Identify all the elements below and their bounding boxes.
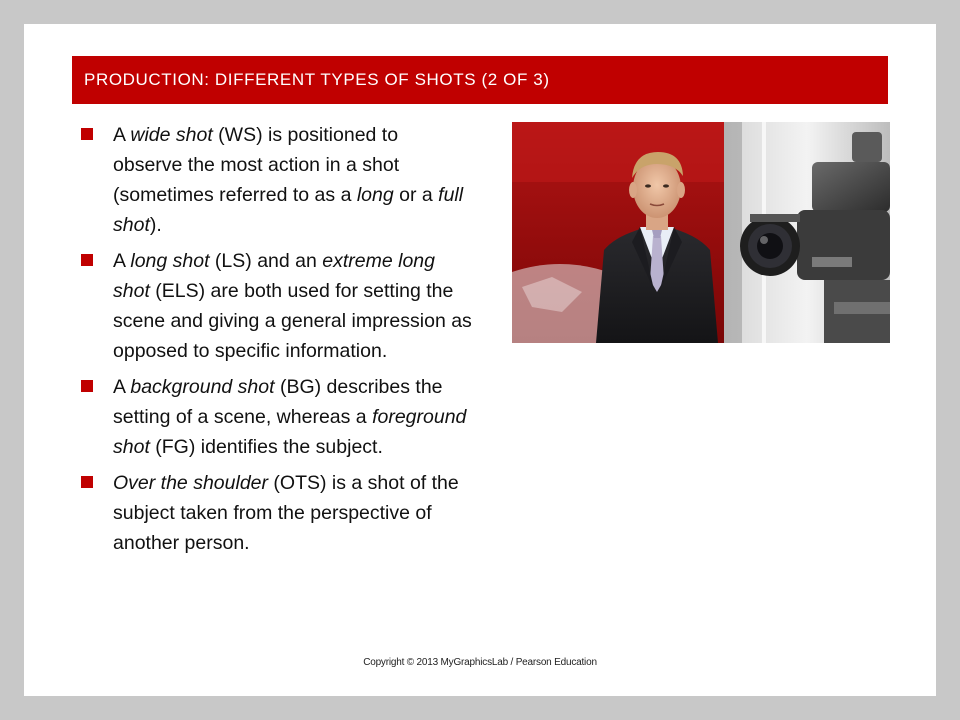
text-segment: (ELS) are both used for setting the scene and giving a general impression as opposed to specific information. — [113, 280, 472, 362]
italic-term: Over the shoulder — [113, 472, 269, 494]
square-bullet-icon — [81, 254, 93, 266]
text-segment: A — [113, 376, 131, 398]
text-segment: (FG) identifies the subject. — [149, 436, 383, 458]
bullet-text — [113, 124, 463, 236]
square-bullet-icon — [81, 476, 93, 488]
italic-term: extreme long shot — [113, 250, 435, 302]
bullet-text — [113, 250, 472, 362]
italic-term: full shot — [113, 184, 464, 236]
news-anchor-photo — [512, 122, 890, 343]
text-segment: or a — [393, 184, 439, 206]
text-segment: (LS) and an — [209, 250, 323, 272]
text-segment: (BG) describes the setting of a scene, whereas a — [113, 376, 443, 428]
italic-term: background shot — [130, 376, 275, 398]
bullet-text — [113, 376, 466, 458]
text-segment: A — [113, 124, 131, 146]
italic-term: wide shot — [130, 124, 213, 146]
bullet-text — [113, 472, 459, 554]
bullet-item — [80, 468, 472, 558]
bullet-item — [80, 372, 472, 462]
copyright-notice: Copyright © 2013 MyGraphicsLab / Pearson Education — [363, 657, 597, 668]
italic-term: long — [356, 184, 394, 206]
square-bullet-icon — [81, 380, 93, 392]
italic-term: long shot — [130, 250, 210, 272]
bullet-item — [80, 120, 472, 240]
slide — [24, 24, 936, 696]
bullet-list — [80, 120, 472, 564]
text-segment: (WS) is positioned to observe the most action in a shot (sometimes referred to as a — [113, 124, 400, 206]
italic-term: foreground shot — [113, 406, 467, 458]
bullet-item — [80, 246, 472, 366]
text-segment: A — [113, 250, 131, 272]
title-bar — [72, 56, 888, 104]
text-segment: ). — [149, 214, 162, 236]
text-segment: (OTS) is a shot of the subject taken from the perspective of another person. — [113, 472, 459, 554]
square-bullet-icon — [81, 128, 93, 140]
slide-title: PRODUCTION: DIFFERENT TYPES OF SHOTS (2 OF 3) — [84, 70, 550, 89]
